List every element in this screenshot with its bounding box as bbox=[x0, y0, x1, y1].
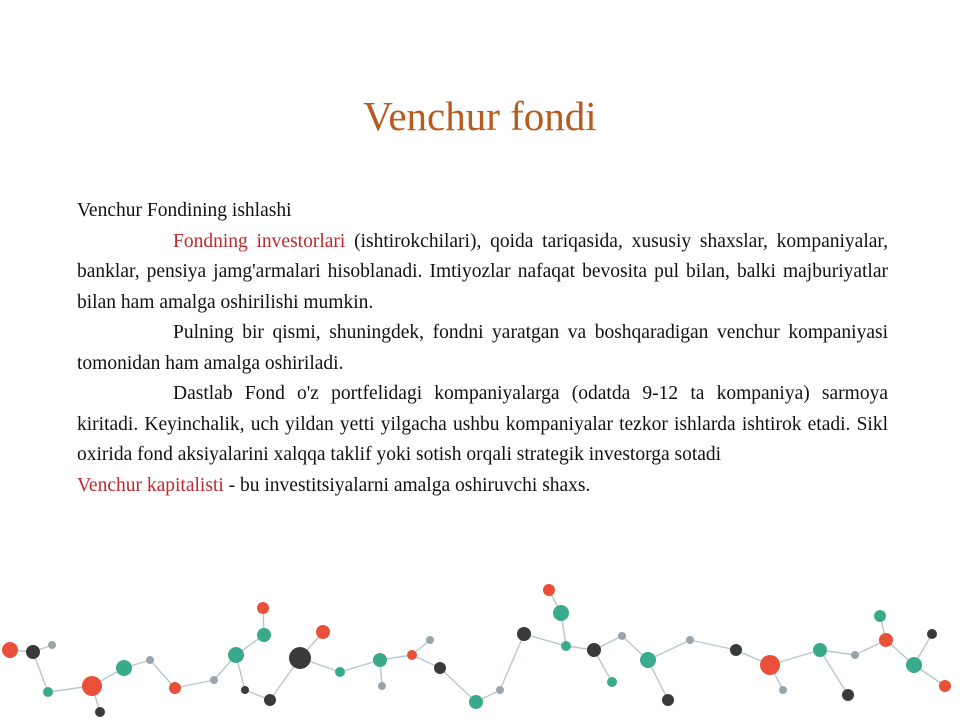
body-subtitle: Venchur Fondining ishlashi bbox=[77, 200, 292, 221]
paragraph-investors bbox=[77, 227, 888, 319]
paragraph-portfolio: Dastlab Fond o'z portfelidagi kompaniyalarga (odatda 9-12 ta kompaniya) sarmoya kiritadi. Keyinchalik, uch yildan yetti yilgacha ushbu kompaniyalar tezkor ishlarda ishtirok etadi. Sikl oxirida fond aksiyalarini xalqqa taklif yoki sotish orqali strategik investorga sotadi bbox=[77, 383, 888, 465]
investors-highlight: Fondning investorlari bbox=[173, 230, 346, 252]
paragraph-capitalist bbox=[77, 471, 888, 502]
network-edges bbox=[10, 590, 945, 712]
slide-title: Venchur fondi bbox=[363, 93, 597, 139]
slide-body bbox=[77, 196, 888, 501]
capitalist-text: - bu investitsiyalarni amalga oshiruvchi shaxs. bbox=[223, 474, 591, 496]
decorative-molecule-network bbox=[0, 570, 960, 720]
paragraph-company-share: Pulning bir qismi, shuningdek, fondni yaratgan va boshqaradigan venchur kompaniyasi tomonidan ham amalga oshiriladi. bbox=[77, 322, 888, 374]
network-nodes bbox=[2, 584, 951, 717]
capitalist-highlight: Venchur kapitalisti bbox=[77, 474, 224, 496]
investors-text: (ishtirokchilari), qoida tariqasida, xususiy shaxslar, kompaniyalar, banklar, pensiya jamg'armalari hisoblanadi. Imtiyozlar nafaqat bevosita pul bilan, balki majburiyatlar bilan ham amalga oshirilishi mumkin. bbox=[77, 230, 888, 313]
